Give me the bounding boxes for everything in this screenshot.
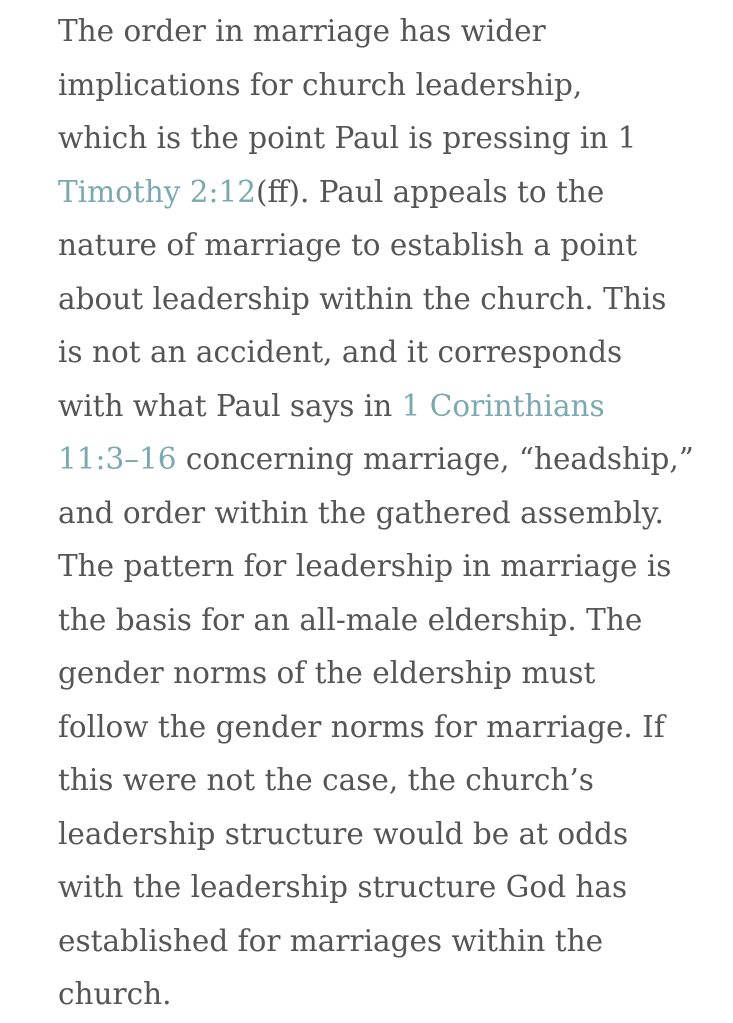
text-line: [58, 861, 698, 915]
text-line: [58, 433, 698, 487]
text-line: [58, 273, 698, 327]
text-line: [58, 5, 698, 59]
timothy-scripture-link[interactable]: Timothy 2:12: [58, 174, 256, 209]
line-text: The order in marriage has wider: [58, 14, 546, 48]
line-text: and order within the gathered assembly.: [58, 495, 664, 530]
text-line: [58, 968, 698, 1022]
line-text: about leadership within the church. This: [58, 281, 667, 316]
line-text: gender norms of the eldership must: [58, 656, 596, 690]
line-text: with the leadership structure God has: [58, 870, 628, 904]
line-text: which is the point Paul is pressing in 1: [58, 121, 637, 155]
line-text: concerning marriage, “headship,”: [176, 442, 694, 476]
line-text: this were not the case, the church’s: [58, 763, 594, 797]
text-line: [58, 219, 698, 273]
line-text: church.: [58, 977, 172, 1011]
text-line: [58, 594, 698, 648]
text-line: [58, 754, 698, 808]
text-line: [58, 647, 698, 701]
text-line: [58, 808, 698, 862]
line-text: established for marriages within the: [58, 923, 604, 958]
line-text: implications for church leadership,: [58, 67, 583, 102]
text-line: [58, 59, 698, 113]
text-line: [58, 487, 698, 541]
text-line: [58, 380, 698, 434]
line-text: with what Paul says in: [58, 388, 402, 423]
text-line: [58, 540, 698, 594]
article-paragraph: [58, 5, 698, 1022]
text-line: [58, 701, 698, 755]
text-line: [58, 915, 698, 969]
line-text: the basis for an all-male eldership. The: [58, 602, 643, 637]
line-text: is not an accident, and it corresponds: [58, 335, 623, 369]
line-text: The pattern for leadership in marriage is: [58, 549, 672, 583]
line-text: leadership structure would be at odds: [58, 816, 629, 851]
text-line: [58, 326, 698, 380]
corinthians-scripture-link-continued[interactable]: 11:3–16: [58, 442, 177, 476]
line-text: follow the gender norms for marriage. If: [58, 709, 665, 744]
text-line: [58, 166, 698, 220]
text-line: [58, 112, 698, 166]
line-text: nature of marriage to establish a point: [58, 228, 638, 262]
corinthians-scripture-link[interactable]: 1 Corinthians: [401, 388, 605, 423]
line-text: (ff). Paul appeals to the: [256, 174, 605, 209]
